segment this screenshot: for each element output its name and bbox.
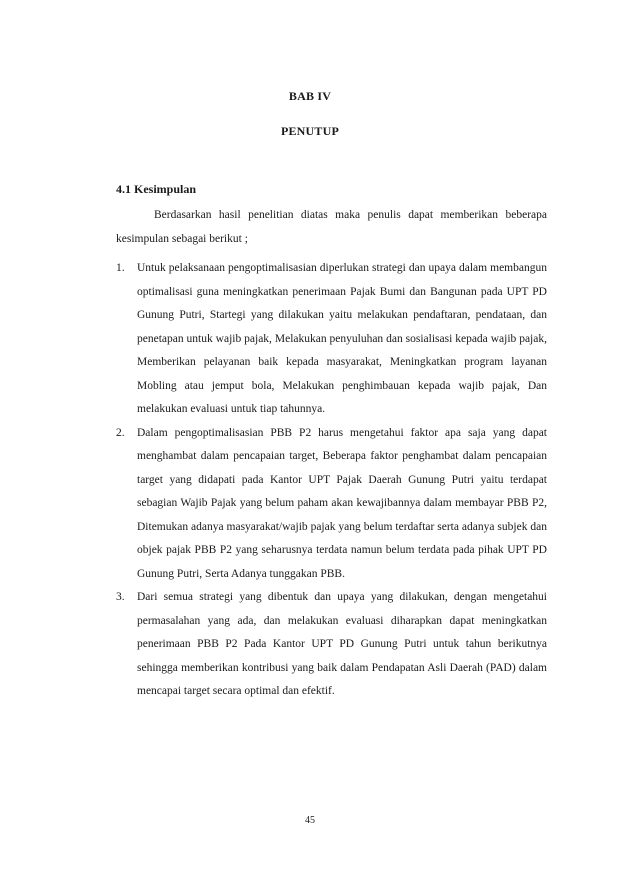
intro-paragraph: Berdasarkan hasil penelitian diatas maka penulis dapat memberikan beberapa kesimpulan sebagai berikut ; xyxy=(116,209,547,245)
list-item-number: 3. xyxy=(116,591,125,603)
chapter-title: PENUTUP xyxy=(280,124,340,138)
list-item-number: 1. xyxy=(116,262,125,274)
list-item xyxy=(116,422,547,587)
list-item xyxy=(116,257,547,422)
list-item-text: Dari semua strategi yang dibentuk dan upaya yang dilakukan, dengan mengetahui permasalahan yang ada, dan melakukan evaluasi diharapkan dapat meningkatkan penerimaan PBB P2 Pada Kantor UPT PD Gunung Putri untuk tahun berikutnya sehingga memberikan kontribusi yang baik dalam Pendapatan Asli Daerah (PAD) dalam mencapai target secara optimal dan efektif. xyxy=(137,591,547,697)
list-item-text: Dalam pengoptimalisasian PBB P2 harus mengetahui faktor apa saja yang dapat menghambat dalam pencapaian target, Beberapa faktor penghambat dalam pencapaian target yang didapati pada Kantor UPT Pajak Daerah Gunung Putri yaitu terdapat sebagian Wajib Pajak yang belum paham akan kewajibannya dalam membayar PBB P2, Ditemukan adanya masyarakat/wajib pajak yang belum terdaftar serta adanya subjek dan objek pajak PBB P2 yang seharusnya terdata namun belum terdata pada pihak UPT PD Gunung Putri, Serta Adanya tunggakan PBB. xyxy=(137,426,547,580)
section-heading: 4.1 Kesimpulan xyxy=(116,182,197,196)
conclusion-list xyxy=(116,257,547,704)
list-item-text: Untuk pelaksanaan pengoptimalisasian diperlukan strategi dan upaya dalam membangun optimalisasi guna meningkatkan penerimaan Pajak Bumi dan Bangunan pada UPT PD Gunung Putri, Startegi yang dilakukan yaitu melakukan pendaftaran, pendataan, dan penetapan untuk wajib pajak, Melakukan penyuluhan dan sosialisasi kepada wajib pajak, Memberikan pelayanan baik kepada masyarakat, Meningkatkan program layanan Mobling atau jemput bola, Melakukan penghimbauan kepada wajib pajak, Dan melakukan evaluasi untuk tiap tahunnya. xyxy=(137,262,547,415)
list-item-number: 2. xyxy=(116,426,125,439)
list-item xyxy=(116,586,547,704)
page-number: 45 xyxy=(305,815,315,826)
chapter-number: BAB IV xyxy=(288,89,332,103)
